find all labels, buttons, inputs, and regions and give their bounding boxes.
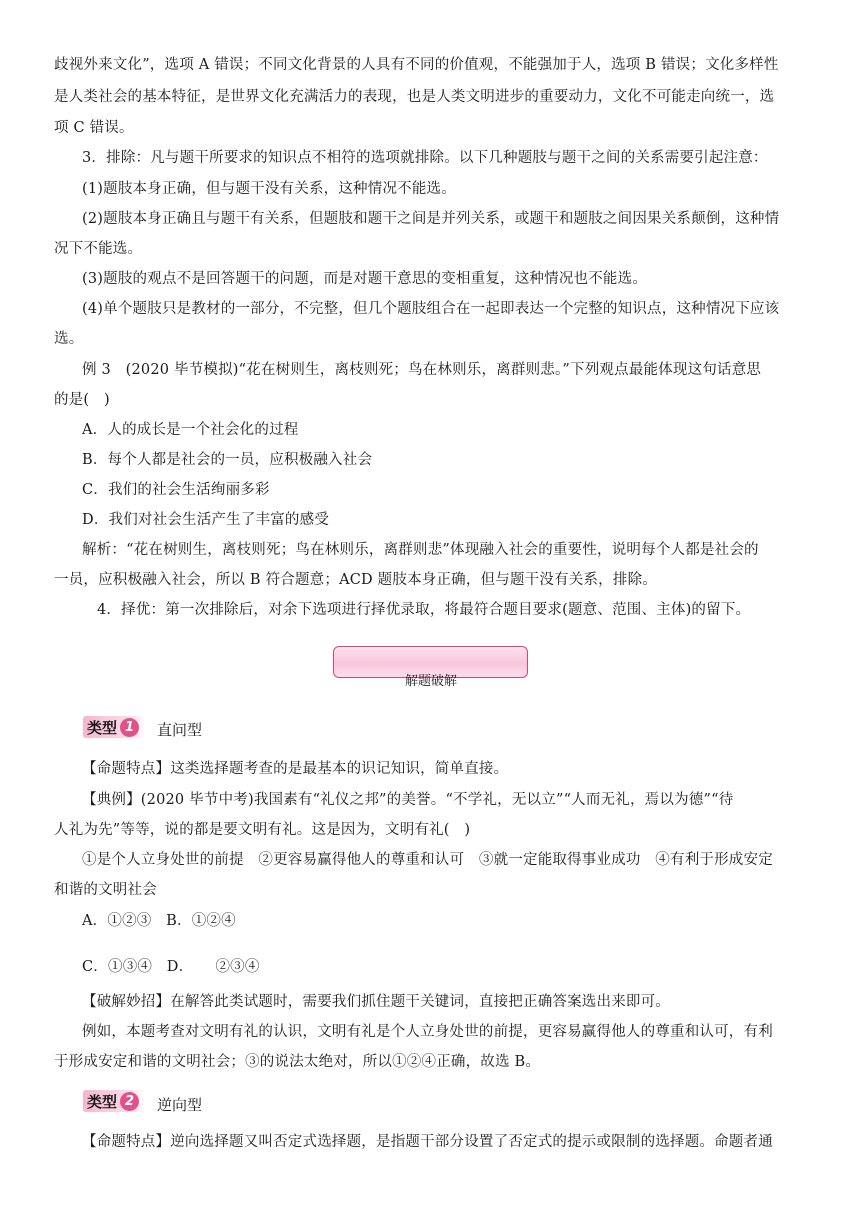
method-optimize: 4．择优：第一次排除后，对余下选项进行择优录取，将最符合题目要求(题意、范围、主体)的留下。: [97, 602, 751, 618]
paragraph-line: 歧视外来文化”，选项 A 错误；不同文化背景的人具有不同的价值观，不能强加于人，选项 B 错误；文化多样性: [54, 57, 779, 73]
type-1-badge: [83, 716, 145, 738]
type-1-label: 类型: [87, 718, 118, 737]
rule-1: (1)题肢本身正确，但与题干没有关系，这种情况不能选。: [82, 181, 456, 197]
rule-4: (4)单个题肢只是教材的一部分，不完整，但几个题肢组合在一起即表达一个完整的知识点，这种情况下应该: [82, 301, 780, 317]
typical-example: 【典例】(2020 毕节中考)我国素有“礼仪之邦”的美誉。“不学礼，无以立”“人而无礼，焉以为德”“待: [82, 792, 734, 808]
rule-2-cont: 况下不能选。: [54, 241, 143, 257]
example-3-question-cont: 的是( ): [54, 392, 110, 408]
section-banner-title: 解题破解: [404, 674, 457, 689]
option-a: A．人的成长是一个社会化的过程: [82, 422, 299, 438]
rule-4-cont: 选。: [54, 331, 84, 347]
analysis: 解析：“花在树则生，离枝则死；鸟在林则乐，离群则悲”体现融入社会的重要性，说明每个人都是社会的: [82, 542, 759, 558]
type-2-name: 逆向型: [157, 1096, 203, 1114]
type-1-number: 1: [120, 718, 139, 737]
option-b: B．每个人都是社会的一员，应积极融入社会: [82, 452, 373, 468]
solving-example: 例如，本题考查对文明有礼的认识，文明有礼是个人立身处世的前提，更容易赢得他人的尊重和认可，有利: [82, 1024, 773, 1040]
rule-2: (2)题肢本身正确且与题干有关系，但题肢和题干之间是并列关系，或题干和题肢之间因果关系颠倒，这种情: [82, 211, 780, 227]
type-2-label: 类型: [87, 1092, 118, 1111]
solving-tip: 【破解妙招】在解答此类试题时，需要我们抓住题干关键词，直接把正确答案选出来即可。: [82, 994, 670, 1010]
rule-3: (3)题肢的观点不是回答题干的问题，而是对题干意思的变相重复，这种情况也不能选。: [82, 271, 648, 287]
option-d: D．我们对社会生活产生了丰富的感受: [82, 512, 330, 528]
type-1-name: 直问型: [157, 721, 203, 739]
choices-cd: C．①③④ D． ②③④: [82, 959, 260, 975]
solving-example-cont: 于形成安定和谐的文明社会；③的说法太绝对，所以①②④正确，故选 B。: [54, 1054, 541, 1070]
example-3-question: 例 3 (2020 毕节模拟)“花在树则生，离枝则死；鸟在林则乐，离群则悲。”下列观点最能体现这句话意思: [82, 362, 762, 378]
statements-cont: 和谐的文明社会: [54, 882, 157, 898]
statements: ①是个人立身处世的前提 ②更容易赢得他人的尊重和认可 ③就一定能取得事业成功 ④有利于形成安定: [82, 852, 773, 868]
feature-2: 【命题特点】逆向选择题又叫否定式选择题，是指题干部分设置了否定式的提示或限制的选择题。命题者通: [82, 1134, 773, 1150]
typical-example-cont: 人礼为先”等等，说的都是要文明有礼。这是因为，文明有礼( ): [54, 822, 471, 838]
type-2-badge: [83, 1090, 145, 1112]
method-exclude-heading: 3．排除：凡与题干所要求的知识点不相符的选项就排除。以下几种题肢与题干之间的关系需要引起注意：: [82, 150, 768, 166]
choices-ab: A．①②③ B．①②④: [82, 913, 236, 929]
feature-1: 【命题特点】这类选择题考查的是最基本的识记知识，简单直接。: [82, 761, 509, 777]
type-2-number: 2: [120, 1092, 139, 1111]
paragraph-line: 项 C 错误。: [54, 120, 134, 136]
option-c: C．我们的社会生活绚丽多彩: [82, 482, 270, 498]
analysis-cont: 一员，应积极融入社会，所以 B 符合题意；ACD 题肢本身正确，但与题干没有关系，排除。: [54, 572, 657, 588]
paragraph-line: 是人类社会的基本特征，是世界文化充满活力的表现，也是人类文明进步的重要动力，文化不可能走向统一，选: [54, 89, 775, 105]
